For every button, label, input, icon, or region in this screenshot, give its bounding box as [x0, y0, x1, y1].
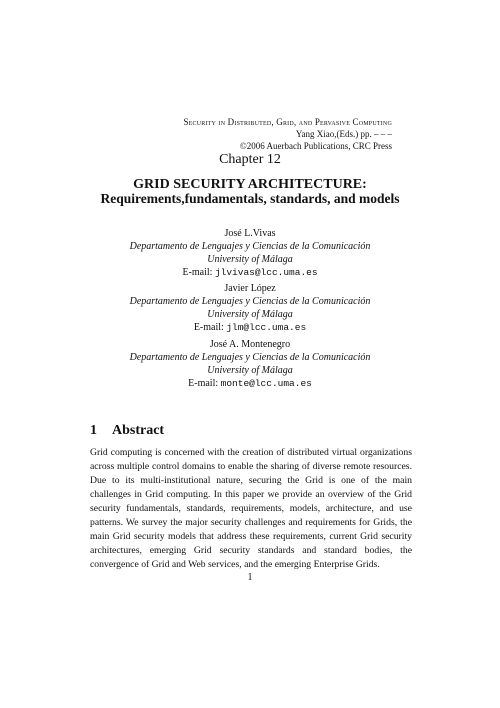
author-email[interactable]: jlvivas@lcc.uma.es — [214, 267, 318, 278]
author-email-line — [0, 321, 500, 334]
running-header — [183, 116, 392, 152]
author-department: Departamento de Lenguajes y Ciencias de la Comunicación — [129, 352, 371, 363]
book-series-title: Security in Distributed, Grid, and Pervasive Computing — [183, 117, 392, 127]
author-block — [0, 338, 500, 390]
title-line-1: GRID SECURITY ARCHITECTURE: — [133, 177, 367, 192]
author-email-line — [0, 377, 500, 390]
email-label: E-mail: — [182, 267, 213, 278]
section-heading — [90, 423, 164, 439]
author-email[interactable]: jlm@lcc.uma.es — [226, 322, 307, 333]
author-name: José A. Montenegro — [209, 339, 291, 350]
title-line-2: Requirements,fundamentals, standards, and models — [100, 191, 400, 206]
copyright-line: ©2006 Auerbach Publications, CRC Press — [239, 141, 392, 151]
author-university: University of Málaga — [207, 254, 293, 265]
abstract-text: Grid computing is concerned with the creation of distributed virtual organizations across multiple control domains to enable the sharing of diverse remote resources. Due to its multi-institutional nature, securing the Grid is one of the main challenges in Grid computing. In this paper we provide an overview of the Grid security fundamentals, standards, requirements, models, architecture, and use patterns. We survey the major security challenges and requirements for Grids, the main Grid security models that address these requirements, current Grid security architectures, emerging Grid security standards and standard bodies, the convergence of Grid and Web services, and the emerging Enterprise Grids. — [90, 447, 412, 570]
author-name: José L.Vivas — [224, 228, 276, 239]
author-block — [0, 282, 500, 334]
editor-line: Yang Xiao,(Eds.) pp. – – – — [295, 129, 392, 139]
author-university: University of Málaga — [207, 365, 293, 376]
section-title: Abstract — [112, 423, 165, 438]
author-email[interactable]: monte@lcc.uma.es — [220, 378, 312, 389]
section-number: 1 — [90, 423, 97, 438]
author-department: Departamento de Lenguajes y Ciencias de la Comunicación — [129, 241, 371, 252]
paper-title — [70, 178, 430, 206]
chapter-label: Chapter 12 — [219, 152, 281, 167]
author-block — [0, 227, 500, 279]
author-email-line — [0, 266, 500, 279]
page-number: 1 — [247, 572, 253, 583]
email-label: E-mail: — [193, 322, 224, 333]
author-university: University of Málaga — [207, 309, 293, 320]
author-department: Departamento de Lenguajes y Ciencias de la Comunicación — [129, 296, 371, 307]
email-label: E-mail: — [188, 378, 219, 389]
author-name: Javier López — [224, 283, 276, 294]
